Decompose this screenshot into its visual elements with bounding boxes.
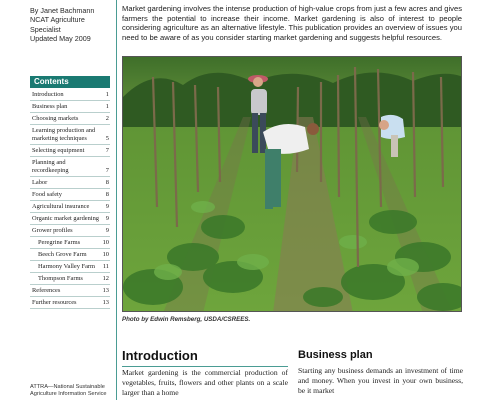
toc-item[interactable]: Selecting equipment 7 [30,145,110,157]
author-org: NCAT Agriculture [30,15,85,25]
byline [30,6,115,44]
summary-paragraph: Market gardening involves the intense production of high-value crops from just a few acres and gives farmers the potential to increase their income. Market gardening is also of interest to people considering agriculture as an alternative lifestyle. This publication provides an overview of issues you need to be aware of as you consider starting market gardening and suggests helpful resources. [122,4,462,42]
toc-item[interactable]: Food safety 8 [30,189,110,201]
table-of-contents [30,89,110,309]
toc-item[interactable]: Business plan 1 [30,101,110,113]
toc-item[interactable]: Choosing markets 2 [30,113,110,125]
market-garden-photo [122,56,462,312]
toc-item[interactable]: Further resources 13 [30,297,110,309]
business-plan-body: Starting any business demands an investment of time and money. When you invest in your own business, be it market [298,366,463,395]
introduction-heading: Introduction [122,348,288,367]
toc-subitem[interactable]: Harmony Valley Farm 11 [30,261,110,273]
toc-subitem[interactable]: Beech Grove Farm 10 [30,249,110,261]
toc-item[interactable]: Learning production and marketing techniques 5 [30,125,110,145]
garden-scene-image [123,57,462,312]
photo-caption: Photo by Edwin Remsberg, USDA/CSREES. [122,316,251,323]
toc-item[interactable]: References 13 [30,285,110,297]
toc-item[interactable]: Planning and recordkeeping 7 [30,157,110,177]
toc-item[interactable]: Organic market gardening 9 [30,213,110,225]
toc-subitem[interactable]: Thompson Farms 12 [30,273,110,285]
author-name: By Janet Bachmann [30,6,95,15]
attra-footer-note: ATTRA—National Sustainable Agriculture Information Service [30,384,107,397]
toc-item[interactable]: Grower profiles 9 [30,225,110,237]
toc-item[interactable]: Labor 8 [30,177,110,189]
toc-item[interactable]: Introduction 1 [30,89,110,101]
toc-subitem[interactable]: Peregrine Farms 10 [30,237,110,249]
author-role: Specialist [30,24,61,34]
toc-item[interactable]: Agricultural insurance 9 [30,201,110,213]
column-divider [116,0,117,400]
contents-heading: Contents [30,76,110,88]
business-plan-heading: Business plan [298,349,373,361]
updated-date: Updated May 2009 [30,34,91,44]
introduction-body: Market gardening is the commercial production of vegetables, fruits, flowers and other plants on a scale larger than a home [122,368,288,397]
